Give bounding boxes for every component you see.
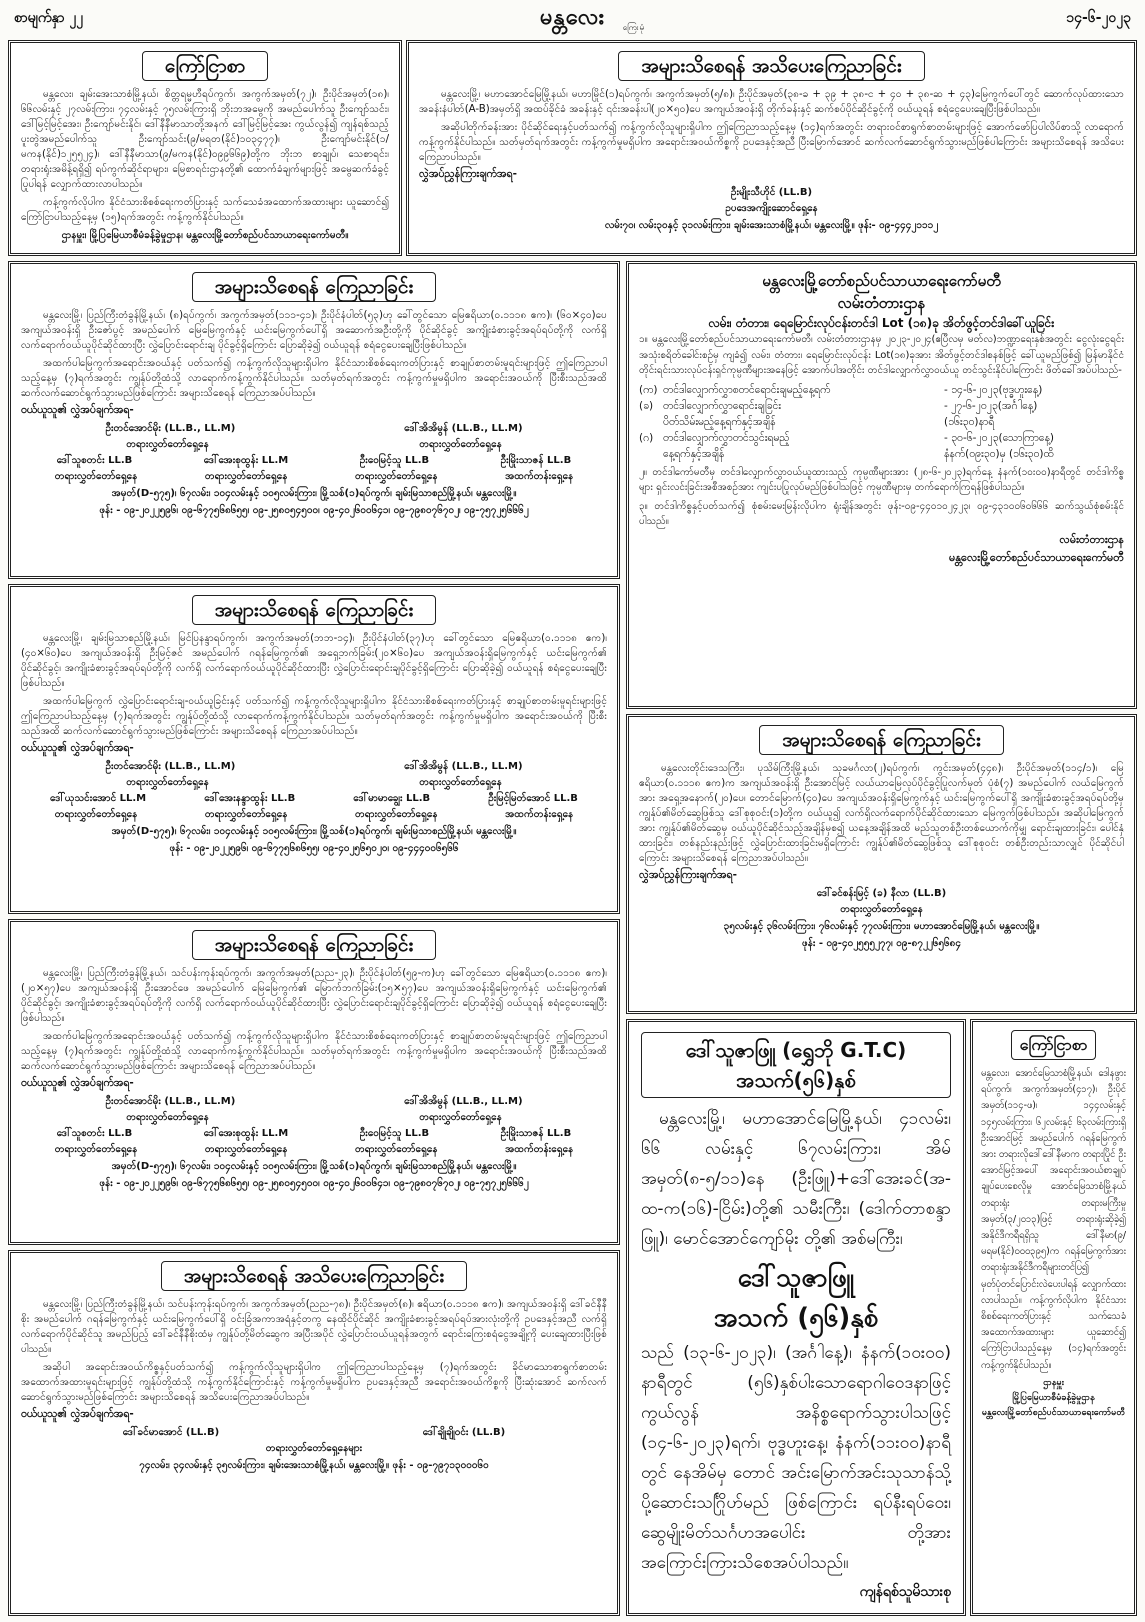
- committee-title: မန္တလေးမြို့တော်စည်ပင်သာယာရေးကော်မတီ: [762, 272, 1001, 290]
- lawyer-name: ဒေါ်အိအိမွန် (LL.B., LL.M): [404, 1096, 523, 1107]
- notice-paragraph: မန္တလေးမြို့၊ ပြည်ကြီးတံခွန်မြို့နယ်၊ (၈)ရပ်ကွက်၊ အကွက်အမှတ်(၁၁၁-၄၁)၊ ဦးပိုင်နံပါတ်(၅၃)ဟု ခေါ်တွင်သော မြေဧရိယာ(၀.၁၁၁၈ ဧက)၊ (၆၀×၄၀)ပေ အကျယ်အဝန်းရှိ ဦးဇော်ပွင့် အမည်ပေါက် မြေမြေကွက်နှင့် ယင်းမြေကွက်ပေါ်ရှိ အဆောက်အဦးတို့ကို ပိုင်ဆိုင်ခွင့် အကျိုးခံစားခွင့်အရပ်ရပ်တို့ကို လက်ရှိ လက်ရောက်ဝယ်ယူပိုင်ဆိုင်ထားပြီး လွှဲပြောင်းရောင်းချ ပိုင်ခွင့်ရှိကြောင်း ပြောဆိုခဲ့၍ ဝယ်ယူရန် စရံငွေပေးချေပြီးဖြစ်ပါသည်။: [21, 310, 607, 351]
- notice-title: အများသိစေရန် ကြေညာခြင်း: [21, 595, 607, 625]
- notice-footer: ဌာနမှူး၊ မြို့ပြမြေယာစီမံခန့်ခွဲမှုဌာန၊ မန္တလေးမြို့တော်စည်ပင်သာယာရေးကော်မတီ။: [61, 230, 349, 241]
- lawyer-role: တရားလွှတ်တော်ရှေ့နေ: [54, 471, 138, 482]
- lawyer-name: ဒေါ်ချိုချိုဝင်း (LL.B): [422, 1427, 506, 1438]
- deceased-age: အသက် (၅၆)နှစ်: [713, 1303, 879, 1333]
- notice-paragraph: မန္တလေးတိုင်းဒေသကြီး၊ ပုသိမ်ကြီးမြို့နယ်၊ သုခမင်္ဂလာ(၂)ရပ်ကွက်၊ ကွင်းအမှတ်(၄၄၈)၊ ဦးပိုင်အမှတ်(၁၁၄/၁)၊ မြေဧရိယာ(၀.၁၁၁၈ ဧက)က အကျယ်အဝန်းရှိ ဦးအောင်မြင့် လယ်ယာမြေလုပ်ပိုင်ခွင့်ပြုလက်မှတ် ပုံစံ(၇) အမည်ပေါက် လယ်မြေကွက်အား အရှေ့အနောက်(၂၀)ပေ၊ တောင်မြောက်(၄၀)ပေ အကျယ်အဝန်းရှိမြေကွက်နှင့် ယင်းမြေကွက်ပေါ်ရှိ အကျိုးခံစားခွင့်အရပ်ရပ်တို့မှ ကျွန်ုပ်၏မိတ်ဆွေဖြစ်သူ ဒေါ်စုစုဝင်း(၁)တို့က ဝယ်ယူ၍ လက်ရှိလက်ရောက်ပိုင်ဆိုင်ထားသော မြေကွက်ဖြစ်ပါသည်။ အဆိုပါမြေကွက်အား ကျွန်ုပ်၏မိတ်ဆွေမှ ဝယ်ယူပိုင်ဆိုင်သည့်အချိန်မှစ၍ ယနေ့အချိန်အထိ မည်သူတစ်ဦးတစ်ယောက်ကိုမျှ ရောင်းချထားခြင်း၊ ပေါင်နှံထားခြင်း၊ တစ်နည်းနည်းဖြင့် လွှဲပြောင်းထားခြင်းမရှိကြောင်း ကျွန်ုပ်၏မိတ်ဆွေဖြစ်သူ ဒေါ်စုစုဝင်း တစ်ဦးတည်းသာလျှင် ပိုင်ဆိုင်ပါကြောင်း အများသိစေရန် ကြေညာအပ်ပါသည်။: [639, 763, 1124, 864]
- notice-paragraph: မန္တလေးမြို့၊ ချမ်းမြသာစည်မြို့နယ်၊ မြင်ပြနန္ဒာရပ်ကွက်၊ အကွက်အမှတ်(ဘဘ-၁၄)၊ ဦးပိုင်နံပါတ်(၃၇)ဟု ခေါ်တွင်သော မြေဧရိယာ(၀.၁၁၁၈ ဧက)၊ (၄၀×၆၀)ပေ အကျယ်အဝန်းရှိ ဦးမြင့်ဇင် အမည်ပေါက် ဂရန်မြေကွက်၏ အရှေ့ဘက်ခြမ်း(၂၀×၆၀)ပေ အကျယ်အဝန်းရှိမြေကွက်နှင့် ယင်းမြေကွက်၏ ပိုင်ဆိုင်ခွင့်၊ အကျိုးခံစားခွင့်အရပ်ရပ်တို့ကို လက်ရှိ လက်ရောက်ဝယ်ယူပိုင်ဆိုင်ထားပြီး လွှဲပြောင်းရောင်းချပိုင်ခွင့်ရှိကြောင်း ပြောဆိုခဲ့၍ ဝယ်ယူရန် စရံငွေပေးချေပြီးဖြစ်ပါသည်။: [21, 633, 607, 689]
- notice-box-tender-invitation: [626, 261, 1137, 709]
- newspaper-logo: မန္တလေး ကြေးမုံ: [539, 4, 645, 32]
- signer-label: လွှဲအပ်ညွှန်ကြားချက်အရ-: [639, 869, 737, 881]
- notice-footer: မန္တလေးမြို့တော်စည်ပင်သာယာရေးကော်မတီ: [981, 1407, 1126, 1418]
- signer-phone: ဖုန်း - ၀၉-၄၀၂၅၅၅၂၇၇၊ ၀၉-၈၇၂၂၆၅၆၈၄: [802, 938, 961, 949]
- lawyer-role: တရားလွှတ်တော်ရှေ့နေ: [126, 439, 209, 450]
- notice-title: ကြော်ငြာစာ: [981, 1030, 1126, 1060]
- lawyer-role: တရားလွှတ်တော်ရှေ့နေ: [204, 809, 288, 820]
- signer-address: အမှတ်(D-၅၇၅)၊ ၆၇လမ်း၊ ၁၀၄လမ်းနှင့် ၁၀၅လမ်းကြား၊ မြို့သစ်(၁)ရပ်ကွက်၊ ချမ်းမြသာစည်မြို့နယ်၊ မန္တလေးမြို့။: [111, 488, 517, 499]
- notice-box-public-announcement-2: [8, 1250, 620, 1616]
- notice-box-announcement-5: [626, 714, 1137, 1014]
- notice-box-public-announcement-1: [406, 40, 1137, 256]
- notice-paragraph: မန္တလေးမြို့၊ ပြည်ကြီးတံခွန်မြို့နယ်၊ သင်ပန်းကုန်းရပ်ကွက်၊ အကွက်အမှတ်(ညည-၇၈)၊ ဦးပိုင်အမှတ်(၈)၊ ဧရိယာ(၀.၁၁၁၈ ဧက)၊ အကျယ်အဝန်းရှိ ဒေါ်ခင်နီနီစိုး အမည်ပေါက် ဂရန်မြေကွက်နှင့် ယင်းမြေကွက်ပေါ်ရှိ ဝင်းခြံအကာအရံနှင့်တကွ နေထိုင်ပိုင်ဆိုင် အကျိုးခံစားခွင့်အရပ်ရပ်အားလုံးတို့ကို ဥပဒေနှင့်အညီ လက်ရှိ လက်ရောက်ပိုင်ဆိုင်သူ အမည်ပြည့် ဒေါ်ခင်နီနီစိုးထံမှ ကျွန်ုပ်တို့မိတ်ဆွေက အပြီးအပိုင် လွှဲပြောင်းဝယ်ယူရန်အတွက် ရောင်းကြေးစရံငွေအချို့ကို ပေးချေထားပြီးဖြစ်ပါသည်။: [21, 1299, 607, 1355]
- tender-heading: လမ်း၊ တံတား၊ ရေမြောင်းလုပ်ငန်းတင်ဒါ Lot (၁၈)ခု အိတ်ဖွင့်တင်ဒါခေါ်ယူခြင်း: [708, 316, 1055, 330]
- lawyer-role: အထက်တန်းရှေ့နေ: [505, 471, 574, 482]
- signature-department: လမ်းတံတားဌာန: [1059, 532, 1124, 546]
- lawyer-role: တရားလွှတ်တော်ရှေ့နေ: [355, 809, 438, 820]
- signer-phone: ဖုန်း - ၀၉-၂၀၂၂၅၉၆၊ ၀၉-၆၇၇၅၆၈၆၅၅၊ ၀၉-၂၅၈၀၅၄၅၀၀၊ ၀၉-၄၀၂၆၀၀၆၄၁၊ ၀၉-၇၉၈၀၇၆၇၀၂၊ ၀၉-၇၅၇၂၅၆၆၆၂: [99, 505, 529, 516]
- lawyer-role: တရားလွှတ်တော်ရှေ့နေ: [126, 1112, 209, 1123]
- signer-address: ၃၅လမ်းနှင့် ၃၆လမ်းကြား၊ ၇၆လမ်းနှင့် ၇၇လမ်းကြား၊ မဟာအောင်မြေမြို့နယ်၊ မန္တလေးမြို့။: [723, 921, 1040, 932]
- lawyer-name: ဦးမြိုးသာဇန် LL.B: [500, 455, 572, 466]
- lawyer-role: တရားလွှတ်တော်ရှေ့နေ: [355, 471, 438, 482]
- lawyer-name: ဒေါ်အေးစုထွန်း LL.M: [203, 1128, 289, 1139]
- lawyer-name: ဦးတင်အောင်မိုး (LL.B., LL.M): [105, 1096, 236, 1107]
- obituary-paragraph: သည် (၁၃-၆-၂၀၂၃)၊ (အင်္ဂါနေ့)၊ နံနက်(၁၀း၀၀) နာရီတွင် (၅၆)နှစ်ပါးသောရောဂါဝေဒနာဖြင့် ကွယ်လွန် အနိစ္စရောက်သွားပါသဖြင့် (၁၄-၆-၂၀၂၃)ရက်၊ ဗုဒ္ဓဟူးနေ့၊ နံနက်(၁၁း၀၀)နာရီတွင် နေအိမ်မှ တောင် အင်းမြောက်အင်းသုသာန်သို့ ပို့ဆောင်းသင်္ဂြိုဟ်မည် ဖြစ်ကြောင်း ရပ်နီးရပ်ဝေး၊ ဆွေမျိုးမိတ်သင်္ဂဟအပေါင်း တို့အား အကြောင်းကြားသိစေအပ်ပါသည်။: [641, 1343, 951, 1573]
- signer-name: ဦးမျိုးသီဟိုင် (LL.B): [730, 187, 813, 198]
- notice-paragraph: ကန့်ကွက်လိုပါက နိုင်ငံသားစိစစ်ရေးကတ်ပြားနှင့် သက်သေခံအထောက်အထားများ ယူဆောင်၍ ကြော်ငြာပါသည့်နေ့မှ (၁၅)ရက်အတွင်း ကန့်ကွက်နိုင်ပါသည်။: [21, 197, 389, 223]
- obituary-paragraph: မန္တလေးမြို့၊ မဟာအောင်မြေမြို့နယ်၊ ၄၁လမ်း၊ ၆၆ လမ်းနှင့် ၆၇လမ်းကြား၊ အိမ်အမှတ်(၈-၅/၁၁)နေ (ဦးဖြူ)+ဒေါ်အေးခင်(အ-ထ-က(၁၆)-ငြိမ်း)တို့၏ သမီးကြီး၊ (ဒေါက်တာစန္ဒာဖြူ)၊ မောင်အောင်ကျော်မိုး တို့၏ အစ်မကြီး၊: [641, 1109, 951, 1249]
- notice-title: အများသိစေရန် ကြေညာခြင်း: [21, 272, 607, 302]
- department-title: လမ်းတံတားဌာန: [837, 294, 926, 312]
- notice-paragraph: အဆိုပါတိုက်ခန်းအား ပိုင်ဆိုင်ရေးနှင့်ပတ်သက်၍ ကန့်ကွက်လိုသူများရှိပါက ဤကြေညာသည့်နေ့မှ (၁၄)ရက်အတွင်း တရားဝင်စာရွက်စာတမ်းများဖြင့် အောက်ဖော်ပြပါလိပ်စာသို့ လာရောက်ကန့်ကွက်နိုင်ပါသည်။ သတ်မှတ်ရက်အတွင်း ကန့်ကွက်မှုမရှိပါက အရောင်းအဝယ်ကိစ္စကို ဥပဒေနှင့်အညီ ပြီးမြောက်အောင် ဆက်လက်ဆောင်ရွက်သွားမည်ဖြစ်ပါကြောင်း အများသိစေရန် အသိပေးကြေညာပါသည်။: [419, 122, 1124, 163]
- lawyer-name: ဒေါ်အေးနန္ဒာထွန်း LL.B: [204, 793, 296, 804]
- lawyer-role: အထက်တန်းရှေ့နေ: [505, 809, 574, 820]
- notice-title: အများသိစေရန် အသိပေးကြေညာခြင်း: [419, 51, 1124, 81]
- lawyer-role: တရားလွှတ်တော်ရှေ့နေ: [204, 1144, 288, 1155]
- signer-label: ဝယ်ယူသူ၏ လွှဲအပ်ချက်အရ-: [21, 1408, 134, 1420]
- signer-label: ဝယ်ယူသူ၏ လွှဲအပ်ချက်အရ-: [21, 742, 134, 754]
- lawyer-role: တရားလွှတ်တော်ရှေ့နေ: [54, 1144, 138, 1155]
- notice-paragraph: ၃။ တင်ဒါကိစ္စနှင့်ပတ်သက်၍ စုံစမ်းမေးမြန်းလိုပါက ရုံးချိန်အတွင်း ဖုန်း-၀၉-၄၄၀၁၀၂၄၂၃၊ ၀၉-၄၃၁၀၀၆၀၆၆၆ ဆက်သွယ်စုံစမ်းနိုင်ပါသည်။: [639, 500, 1124, 527]
- lawyer-role: တရားလွှတ်တော်ရှေ့နေ: [204, 471, 288, 482]
- lawyer-role: တရားလွှတ်တော်ရှေ့နေ: [419, 777, 502, 788]
- signer-phone: ဖုန်း - ၀၉-၂၀၂၂၅၉၆၊ ၀၉-၆၇၇၅၆၈၆၅၅၊ ၀၉-၄၀၂၅၆၅၀၂၀၊ ၀၉-၄၄၄၀၀၆၅၆၆: [169, 843, 459, 854]
- notice-title: အများသိစေရန် ကြေညာခြင်း: [639, 725, 1124, 755]
- signer-address: အမှတ်(D-၅၇၅)၊ ၆၇လမ်း၊ ၁၀၄လမ်းနှင့် ၁၀၅လမ်းကြား၊ မြို့သစ်(၁)ရပ်ကွက်၊ ချမ်းမြသာစည်မြို့နယ်၊ မန္တလေးမြို့။: [111, 826, 517, 837]
- lawyer-name: ဒေါ်သူစတင်း LL.B: [56, 455, 133, 466]
- lawyer-name: ဒေါ်မာမာချွေး LL.B: [353, 793, 431, 804]
- notice-box-announcement-2: [8, 261, 620, 579]
- notice-paragraph: မန္တလေးမြို့၊ ပြည်ကြီးတံခွန်မြို့နယ်၊ သင်ပန်းကုန်းရပ်ကွက်၊ အကွက်အမှတ်(ညည-၂၃)၊ ဦးပိုင်နံပါတ်(၅၉-က)ဟု ခေါ်တွင်သော မြေဧရိယာ(၀.၁၁၁၈ ဧက)၊ (၂၀×၅၇)ပေ အကျယ်အဝန်းရှိ ဦးအောင်ဖေ အမည်ပေါက် မြေမြေကွက်၏ မြောက်ဘက်ခြမ်း(၁၅×၅၇)ပေ အကျယ်အဝန်းရှိမြေကွက်နှင့် ယင်းမြေကွက်၏ ပိုင်ဆိုင်ခွင့်၊ အကျိုးခံစားခွင့်အရပ်ရပ်တို့ကို လက်ရှိ လက်ရောက်ဝယ်ယူပိုင်ဆိုင်ထားပြီး လွှဲပြောင်းရောင်းချပိုင်ခွင့်ရှိကြောင်း ပြောဆိုခဲ့၍ ဝယ်ယူရန် စရံငွေပေးချေပြီးဖြစ်ပါသည်။: [21, 968, 607, 1024]
- notice-paragraph: မန္တလေး၊ ချမ်းအေးသာစံမြို့နယ်၊ စိတ္တရမ္မဟီရပ်ကွက်၊ အကွက်အမှတ်(၇၂)၊ ဦးပိုင်အမှတ်(၁၈)၊ ၆၆လမ်းနှင့် ၂၇လမ်းကြား၊ ၇၄လမ်းနှင့် ၇၅လမ်းကြားရှိ ဘိုးဘအမွေကို အမည်ပေါက်သူ ဦးကျော်သင်း၊ ဒေါ်မြင့်မြင့်အေး၊ ဦးကျော်မင်းနိုင်၊ ဒေါ်နီနီမာသာတို့အနက် ဒေါ်မြင့်မြင့်အေး ကွယ်လွန်၍ ကျန်ရစ်သည့် ပူးတွဲအမည်ပေါက်သူ ဦးကျော်သင်း(၉/မရတ(နိုင်)၁၀၃၄၇၇)၊ ဦးကျော်မင်းနိုင်(၁/မကန(နိုင်)၁၂၅၅၂၄)၊ ဒေါ်နီနီမာသာ(၉/မကန(နိုင်)၀၉၉၆၆၉)တို့က ဘိုးဘ စာချုပ်၊ သေစာရင်း၊ တရားရုံးအမိန့်ရရှိ၍ ရပ်ကွက်ဆိုင်ရာများ၊ မြေစာရင်းဌာနတို့၏ ထောက်ခံချက်များဖြင့် အမွေဆက်ခံခွင့်ပြုပါရန် လျှောက်ထားလာပါသည်။: [21, 89, 389, 190]
- signer-address: အမှတ်(D-၅၇၅)၊ ၆၇လမ်း၊ ၁၀၄လမ်းနှင့် ၁၀၅လမ်းကြား၊ မြို့သစ်(၁)ရပ်ကွက်၊ ချမ်းမြသာစည်မြို့နယ်၊ မန္တလေးမြို့။: [111, 1161, 517, 1172]
- lawyer-name: ဦးတင်အောင်မိုး (LL.B., LL.M): [105, 423, 236, 434]
- signer-name: ဒေါ်ခင်စန်းမြင့် (ခ) နီလာ (LL.B): [816, 888, 947, 899]
- signer-label: လွှဲအပ်ညွှန်ကြားချက်အရ-: [419, 168, 517, 180]
- obituary-signature: ကျန်ရစ်သူမိသားစု: [859, 1584, 951, 1600]
- obituary-title: ဒေါ်သူဇာဖြူ (ရွှေဘို G.T.C) အသက်(၅၆)နှစ်: [641, 1032, 951, 1098]
- notice-paragraph: အထက်ပါမြေကွက်အရောင်းအဝယ်နှင့် ပတ်သက်၍ ကန့်ကွက်လိုသူများရှိပါက နိုင်ငံသားစိစစ်ရေးကတ်ပြားနှင့် စာချုပ်စာတမ်းမူရင်းများဖြင့် ဤကြေညာပါသည့်နေ့မှ (၇)ရက်အတွင်း ကျွန်ုပ်တို့ထံသို့ လာရောက်ကန့်ကွက်နိုင်ပါသည်။ သတ်မှတ်ရက်အတွင်း ကန့်ကွက်မှုမရှိပါက အရောင်းအဝယ်ကို ပြီးစီးသည်အထိ ဆက်လက်ဆောင်ရွက်သွားမည်ဖြစ်ကြောင်း အများသိစေရန် ကြေညာအပ်ပါသည်။: [21, 358, 607, 399]
- notice-paragraph: မန္တလေး၊ အောင်မြေသာစံမြို့နယ်၊ ဒေါနဖွားရပ်ကွက်၊ အကွက်အမှတ်(၄၁၇)၊ ဦးပိုင်အမှတ်(၁၁၄-ဖ)၊ ၁၄၄လမ်းနှင့် ၁၄၅လမ်းကြား၊ ၆၂လမ်းနှင့် ၆၃လမ်းကြားရှိ ဦးအောင်မြင့် အမည်ပေါက် ဂရန်မြေကွက်အား တရားလိုဒေါ်ဒေါ်နီမာက တရားပြိုင် ဦးအောင်မြင့်အပေါ် အရောင်းအဝယ်စာချုပ် ချုပ်ပေးစေလိုမှု အောင်မြေသာစံမြို့နယ်တရားရုံး တရားမကြီးမှုအမှတ်(၃/၂၀၁၃)ဖြင့် တရားရုံးဆိုခဲ့၍ အနိုင်ဒီကရီရရှိသူ ဒေါ်နီမာ(၉/မရမ(နိုင်)၀၀၀၃၉၅)က ဂရန်မြေကွက်အား တရားရုံးအနိုင်ဒီကရီများတင်ပြ၍ မှတ်ပုံတင်ပြောင်းလဲပေးပါရန် လျှောက်ထားလာပါသည်။ ကန့်ကွက်လိုပါက နိုင်ငံသားစိစစ်ရေးကတ်ပြားနှင့် သက်သေခံအထောက်အထားများ ယူဆောင်၍ ကြော်ငြာပါသည့်နေ့မှ (၁၄)ရက်အတွင်း ကန့်ကွက်နိုင်ပါသည်။: [981, 1068, 1126, 1371]
- notice-paragraph: အဆိုပါ အရောင်းအဝယ်ကိစ္စနှင့်ပတ်သက်၍ ကန့်ကွက်လိုသူများရှိပါက ဤကြေညာပါသည့်နေ့မှ (၇)ရက်အတွင်း ခိုင်မာသောစာရွက်စာတမ်းအထောက်အထားမူရင်းများဖြင့် ကျွန်ုပ်တို့ထံသို့ ကန့်ကွက်နိုင်ကြောင်းနှင့် ကန့်ကွက်မှုမရှိပါက ဥပဒေနှင့်အညီ အရောင်းအဝယ်ကိစ္စကို ပြီးဆုံးအောင် ဆက်လက်ဆောင်ရွက်သွားမည်ဖြစ်ကြောင်း အများသိစေရန် အသိပေးကြေညာအပ်ပါသည်။: [21, 1362, 607, 1403]
- tender-schedule: (က) တင်ဒါလျှောက်လွှာစတင်ရောင်းချမည့်နေ့ရက် - ၁၄-၆-၂၀၂၃(ဗုဒ္ဓဟူးနေ့) (ခ) တင်ဒါလျှောက်လွှာရောင်းချခြင်း - ၂၇-၆-၂၀၂၃(အင်္ဂါနေ့) ပိတ်သိမ်းမည့်နေ့ရက်နှင့်အချိန် (၁၆း၃၀)နာရီ (ဂ) တင်ဒါလျှောက်လွှာတင်သွင်းရမည့် - ၃၀-၆-၂၀၂၃(သောကြာနေ့) နေ့ရက်နှင့်အချိန် နံနက်(၀၉း၃၀)မှ (၁၆း၃၀)ထိ: [639, 383, 1054, 460]
- lawyer-name: ဒေါ်ခင်မာအောင် (LL.B): [122, 1427, 220, 1438]
- notice-box-announcement-3: [8, 584, 620, 914]
- lawyer-name: ဦးဝေမြင့်သူ LL.B: [359, 455, 430, 466]
- lawyer-name: ဒေါ်ယုသင်းအောင် LL.M: [50, 793, 147, 804]
- lawyer-role: တရားလွှတ်တော်ရှေ့နေ: [355, 1144, 438, 1155]
- notice-footer: မြို့ပြမြေယာစီမံခန့်ခွဲမှုဌာန: [1012, 1392, 1095, 1403]
- notice-paragraph: အထက်ပါမြေကွက်အရောင်းအဝယ်နှင့် ပတ်သက်၍ ကန့်ကွက်လိုသူများရှိပါက နိုင်ငံသားစိစစ်ရေးကတ်ပြားနှင့် စာချုပ်စာတမ်းမူရင်းများဖြင့် ဤကြေညာပါသည့်နေ့မှ (၇)ရက်အတွင်း ကျွန်ုပ်တို့ထံသို့ လာရောက်ကန့်ကွက်နိုင်ပါသည်။ သတ်မှတ်ရက်အတွင်း ကန့်ကွက်မှုမရှိပါက အရောင်းအဝယ်ကို ပြီးစီးသည်အထိ ဆက်လက်ဆောင်ရွက်သွားမည်ဖြစ်ကြောင်း အများသိစေရန် ကြေညာအပ်ပါသည်။: [21, 1031, 607, 1072]
- lawyer-role: တရားလွှတ်တော်ရှေ့နေများ: [265, 1443, 363, 1454]
- lawyer-role: တရားလွှတ်တော်ရှေ့နေ: [419, 1112, 502, 1123]
- signer-role: တရားလွှတ်တော်ရှေ့နေ: [840, 904, 923, 915]
- lawyer-name: ဦးမြင့်မြတ်အောင် LL.B: [488, 793, 578, 804]
- lawyer-name: ဒေါ်အိအိမွန် (LL.B., LL.M): [404, 423, 523, 434]
- page-number: စာမျက်နှာ ၂၂: [14, 10, 84, 26]
- lawyer-name: ဦးတင်အောင်မိုး (LL.B., LL.M): [105, 761, 236, 772]
- signer-label: ဝယ်ယူသူ၏ လွှဲအပ်ချက်အရ-: [21, 404, 134, 416]
- notice-paragraph: ၁။ မန္တလေးမြို့တော်စည်ပင်သာယာရေးကော်မတီ၊ လမ်းတံတားဌာနမှ ၂၀၂၃-၂၀၂၄(ဧပြီလမှ မတ်လ)ဘဏ္ဍာရေးနှစ်အတွင်း ငွေလုံးငွေရင်းအသုံးစရိတ်ခေါင်းစဉ်မှ ကျခံ၍ လမ်း၊ တံတား၊ ရေမြောင်းလုပ်ငန်း Lot(၁၈)ခုအား အိတ်ဖွင့်တင်ဒါစနစ်ဖြင့် ခေါ်ယူမည်ဖြစ်၍ မြန်မာနိုင်ငံတိုင်းရင်းသားလုပ်ငန်းရှင်ကုမ္ပဏီများအနေဖြင့် အောက်ပါအတိုင်း တင်ဒါလျှောက်လွှာဝယ်ယူ တင်သွင်းနိုင်ပါကြောင်း ဖိတ်ခေါ်အပ်ပါသည်-: [639, 334, 1124, 376]
- signer-label: ဝယ်ယူသူ၏ လွှဲအပ်ချက်အရ-: [21, 1077, 134, 1089]
- lawyer-name: ဒေါ်သူစတင်း LL.B: [56, 1128, 133, 1139]
- notice-title: အများသိစေရန် ကြေညာခြင်း: [21, 930, 607, 960]
- notice-title: အများသိစေရန် အသိပေးကြေညာခြင်း: [21, 1261, 607, 1291]
- lawyer-role: တရားလွှတ်တော်ရှေ့နေ: [126, 777, 209, 788]
- notice-title: ကြော်ငြာစာ: [21, 51, 389, 81]
- lawyer-name: ဒေါ်အေးစုထွန်း LL.M: [203, 455, 289, 466]
- deceased-name: ဒေါ်သူဇာဖြူ: [737, 1263, 855, 1293]
- lawyer-name: ဦးမြိုးသာဇန် LL.B: [500, 1128, 572, 1139]
- lawyer-name: ဦးဝေမြင့်သူ LL.B: [359, 1128, 430, 1139]
- signer-address: လမ်း၇၀၊ လမ်း၃၀နှင့် ၃၁လမ်းကြား၊ ချမ်းအေးသာစံမြို့နယ်၊ မန္တလေးမြို့။ ဖုန်း- ၀၉-၄၄၄၂၁၁၁၂: [604, 220, 939, 231]
- signer-address: ၇၄လမ်း၊ ၃၄လမ်းနှင့် ၃၅လမ်းကြား၊ ချမ်းအေးသာစံမြို့နယ်၊ မန္တလေးမြို့။ ဖုန်း - ၀၉-၇၉၇၁၃၀၀၀၆၀: [139, 1460, 489, 1471]
- notice-box-obituary: [626, 1019, 966, 1616]
- page-header: [0, 0, 1145, 36]
- signer-role: ဥပဒေအကျိုးဆောင်ရှေ့နေ: [725, 203, 818, 214]
- signer-phone: ဖုန်း - ၀၉-၂၀၂၂၅၉၆၊ ၀၉-၆၇၇၅၆၈၆၅၅၊ ၀၉-၂၅၈၀၅၄၅၀၀၊ ၀၉-၄၀၂၆၀၀၆၄၁၊ ၀၉-၇၉၈၀၇၆၇၀၂၊ ၀၉-၇၅၇၂၅၆၆၆၂: [99, 1178, 529, 1189]
- notice-footer: ဌာနမှူး: [1043, 1377, 1064, 1388]
- notice-box-announcement-4: [8, 919, 620, 1245]
- signature-committee: မန္တလေးမြို့တော်စည်ပင်သာယာရေးကော်မတီ: [949, 550, 1124, 564]
- notice-box-advertisement-1: [8, 40, 402, 256]
- lawyer-role: အထက်တန်းရှေ့နေ: [505, 1144, 574, 1155]
- issue-date: ၁၄-၆-၂၀၂၃: [1066, 10, 1131, 26]
- notice-paragraph: ၂။ တင်ဒါကော်မတီမှ တင်ဒါလျှောက်လွှာဝယ်ယူထားသည့် ကုမ္ပဏီများအား (၂၈-၆-၂၀၂၃)ရက်နေ့ နံနက်(၁၀း၀၀)နာရီတွင် တင်ဒါကိစ္စများ ရှင်းလင်းခြင်းအစီအစဉ်အား ကျင်းပပြုလုပ်မည်ဖြစ်ပါသဖြင့် ကုမ္ပဏီများမှ တက်ရောက်ကြရန်ဖြစ်ပါသည်။: [639, 466, 1124, 493]
- notice-paragraph: အထက်ပါမြေကွက် လွှဲပြောင်းရောင်းချ-ဝယ်ယူခြင်းနှင့် ပတ်သက်၍ ကန့်ကွက်လိုသူများရှိပါက နိုင်ငံသားစိစစ်ရေးကတ်ပြားနှင့် စာချုပ်စာတမ်းမူရင်းများဖြင့် ဤကြေညာပါသည့်နေ့မှ (၇)ရက်အတွင်း ကျွန်ုပ်တို့ထံသို့ လာရောက်ကန့်ကွက်နိုင်ပါသည်။ သတ်မှတ်ရက်အတွင်း ကန့်ကွက်မှုမရှိပါက အရောင်းအဝယ်ကို ပြီးစီးသည်အထိ ဆက်လက်ဆောင်ရွက်သွားမည်ဖြစ်ကြောင်း အများသိစေရန် ကြေညာအပ်ပါသည်။: [21, 696, 607, 737]
- lawyer-role: တရားလွှတ်တော်ရှေ့နေ: [419, 439, 502, 450]
- notice-box-advertisement-2: [970, 1019, 1137, 1616]
- notice-paragraph: မန္တလေးမြို့၊ မဟာအောင်မြေမြို့နယ်၊ မဟာမြိုင်(၁)ရပ်ကွက်၊ အကွက်အမှတ်(၅/၈)၊ ဦးပိုင်အမှတ်(၃၈-ခ + ၃၉ + ၃၈-င + ၄၀ + ၃၈-ဆ + ၄၃)မြေကွက်ပေါ်တွင် ဆောက်လုပ်ထားသော အခန်းနံပါတ်(A-B)အမှတ်ရှိ အထပ်ခိုင်ခံ အခန်းနှင့် ၎င်းအခန်းပါ(၂၀×၅၀)ပေ အကျယ်အဝန်းရှိ တိုက်ခန်းနှင့် ဆက်စပ်ပိုင်ဆိုင်ခွင့်ကို ဝယ်ယူရန် စရံငွေပေးချေပြီးဖြစ်ပါသည်။: [419, 89, 1124, 115]
- lawyer-role: တရားလွှတ်တော်ရှေ့နေ: [54, 809, 138, 820]
- lawyer-name: ဒေါ်အိအိမွန် (LL.B., LL.M): [404, 761, 523, 772]
